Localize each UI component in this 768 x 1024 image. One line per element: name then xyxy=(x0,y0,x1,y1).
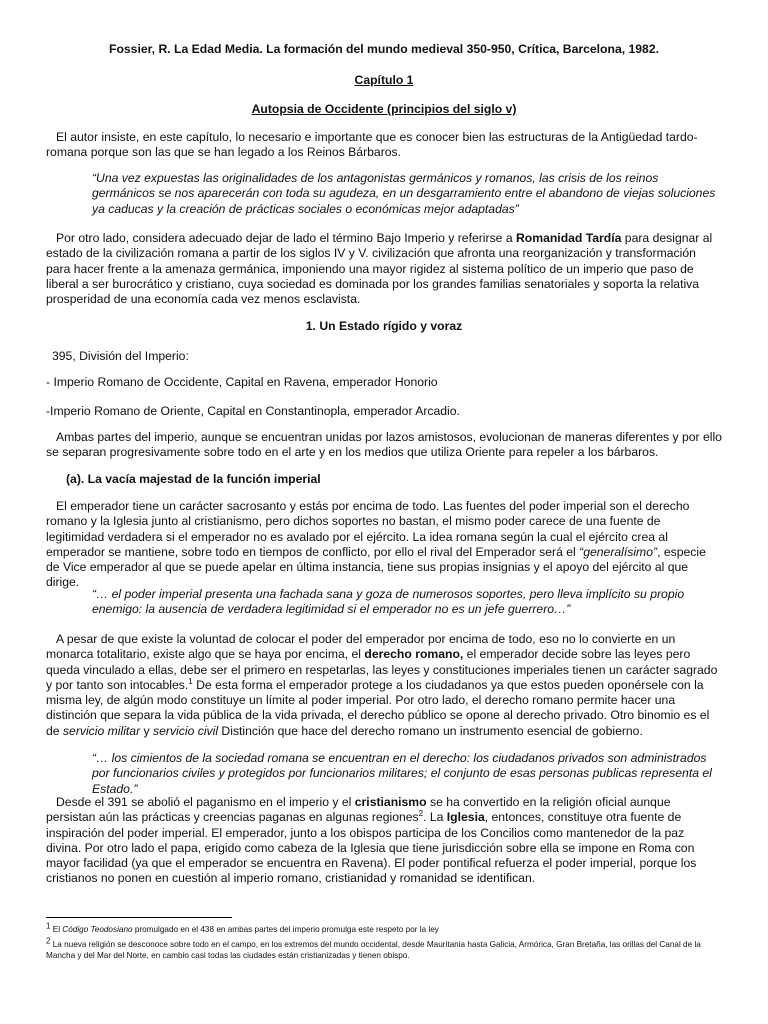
chapter-label: Capítulo 1 xyxy=(354,73,414,87)
italic-term: servicio militar xyxy=(62,723,141,738)
text-run: Por otro lado, considera adecuado dejar de lado el término Bajo Imperio y referirse a xyxy=(56,231,516,245)
bold-term: Romanidad Tardía xyxy=(516,231,622,245)
text-run: el emperador decide sobre las leyes pero queda vinculado a ellas, debe ser el primero en respetarlas, las leyes y constituciones imperiales tienen un carácter sagrado y por tanto son intocables. xyxy=(46,647,718,692)
paragraph-intro: El autor insiste, en este capítulo, lo necesario e importante que es conocer bien las estructuras de la Antigüedad tardo-romana porque son las que se han legado a los Reinos Bárbaros. xyxy=(46,130,698,160)
bold-term: cristianismo xyxy=(354,795,427,809)
text-run: . La xyxy=(423,810,447,825)
text-run: se ha convertido en la religión oficial aunque persistan aún las prácticas y creencias paganas en algunas regiones xyxy=(46,795,671,825)
quote-2: “… el poder imperial presenta una fachada sana y goza de numerosos soportes, pero lleva implícito su propio enemigo: la ausencia de verdadera legitimidad si el emperador no es un jefe guerrero…” xyxy=(92,587,685,617)
division-east: -Imperio Romano de Oriente, Capital en Constantinopla, emperador Arcadio. xyxy=(46,404,460,418)
paragraph-cristianismo xyxy=(46,795,722,887)
division-west: - Imperio Romano de Occidente, Capital en Ravena, emperador Honorio xyxy=(46,375,438,389)
footnote-marker: 2 xyxy=(418,809,424,819)
footnote-marker: 2 xyxy=(46,936,51,946)
footnote-marker: 1 xyxy=(46,921,51,931)
footnote-2 xyxy=(46,936,726,961)
paragraph-romanidad xyxy=(46,231,722,307)
italic-term: servicio civil xyxy=(153,723,219,738)
text-run: y xyxy=(140,723,154,738)
text-run: De esta forma el emperador protege a los ciudadanos ya que estos pueden oponérsele con la misma ley, de algún modo constituye un límite al poder imperial. Por otro lado, el derecho romano permite hacer una distinción que separa la vida pública de la vida privada, el derecho público se opone al derecho privado. Otro binomio es el de xyxy=(46,677,710,738)
bold-term: derecho romano, xyxy=(364,647,464,662)
footnote-marker: 1 xyxy=(188,676,193,686)
chapter-title: Autopsia de Occidente (principios del siglo v) xyxy=(251,102,517,116)
text-run: promulgado en el 438 en ambas partes del imperio promulga este respeto por la ley xyxy=(132,925,439,934)
text-run: , especie de Vice emperador al que se puede apelar en última instancia, tiene sus propias insignias y el apoyo del ejército al que dirige. xyxy=(46,544,706,590)
text-run: La nueva religión se desconoce sobre todo en el campo, en los extremos del mundo occidental, desde Mauritania hasta Galicia, Armórica, Gran Bretaña, las orillas del Canal de la Mancha y del Mar del Norte, en cambio casi todas las ciudades están cristianizadas y tienen obispo. xyxy=(46,940,701,960)
section-1-heading: 1. Un Estado rígido y voraz xyxy=(305,319,463,333)
bold-term: Iglesia xyxy=(446,810,485,825)
text-run: El emperador tiene un carácter sacrosanto y estás por encima de todo. Las fuentes del poder imperial son el derecho romano y la Iglesia junto al cristianismo, pero dichos soportes no bastan, el mismo poder carece de una fuente de legitimidad verdadera si el emperador no es avalado por el ejército. La idea romana según la cual el ejército crea al emperador se mantiene, sobre todo en tiempos de conflicto, por ello el rival del Emperador será el xyxy=(46,499,690,559)
paragraph-emperor xyxy=(46,499,722,591)
italic-term: Código Teodosiano xyxy=(62,925,133,934)
paragraph-both-parts: Ambas partes del imperio, aunque se encuentran unidas por lazos amistosos, evolucionan de maneras diferentes y por ello se separan progresivamente sobre todo en el arte y en los medios que utiliza Oriente para repeler a los bárbaros. xyxy=(46,430,722,460)
division-heading: 395, División del Imperio: xyxy=(52,349,189,363)
text-run: para designar al estado de la civilización romana a partir de los siglos IV y V. civilización que afronta una reorganización y transformación para hacer frente a la amenaza germánica, imponiendo una mayor rigidez al sistema político de un imperio que paso de liberal a ser burocrático y cristiano, cuya sociedad es dominada por los grandes familias senatoriales y soporta la relativa prosperidad de una economía cada vez menos esclavista. xyxy=(46,231,713,307)
italic-term: “generalísimo” xyxy=(579,544,658,559)
quote-1: “Una vez expuestas las originalidades de los antagonistas germánicos y romanos, las crisis de los reinos germánicos se nos aparecerán con toda su agudeza, en un desgarramiento entre el abandono de viejas soluciones ya caducas y la creación de prácticas sociales o económicas mejor adaptadas” xyxy=(92,171,716,216)
text-run: El xyxy=(50,925,63,934)
text-run: , entonces, constituye otra fuente de inspiración del poder imperial. El emperador, junto a los obispos participa de los Concilios como mantenedor de la paz divina. Por otro lado el papa, erigido como cabeza de la Iglesia que tiene jurisdicción sobre ella se impone en Roma con mayor facilidad (ya que el emperador se encuentra en Ravena). El poder pontifical refuerza el poder imperial, porque los cristianos no ponen en cuestión al imperio romano, cristianidad y romanidad se identifican. xyxy=(46,810,697,886)
text-run: Distinción que hace del derecho romano un instrumento esencial de gobierno. xyxy=(218,723,643,738)
citation-heading: Fossier, R. La Edad Media. La formación del mundo medieval 350-950, Crítica, Barcelona, 1982. xyxy=(109,42,659,56)
text-run: Desde el 391 se abolió el paganismo en el imperio y el xyxy=(56,795,355,809)
footnote-1 xyxy=(46,921,726,935)
paragraph-derecho xyxy=(46,632,722,739)
subsection-a-heading: (a). La vacía majestad de la función imperial xyxy=(66,472,321,486)
text-run: A pesar de que existe la voluntad de colocar el poder del emperador por encima de todo, eso no lo convierte en un monarca totalitario, existe algo que se haya por encima, el xyxy=(46,632,676,662)
footnote-rule xyxy=(46,917,232,918)
quote-3: “… los cimientos de la sociedad romana se encuentran en el derecho: los ciudadanos privados son administrados por funcionarios civiles y protegidos por funcionarios militares; el conjunto de esas personas publicas representa el Estado.” xyxy=(92,751,712,796)
